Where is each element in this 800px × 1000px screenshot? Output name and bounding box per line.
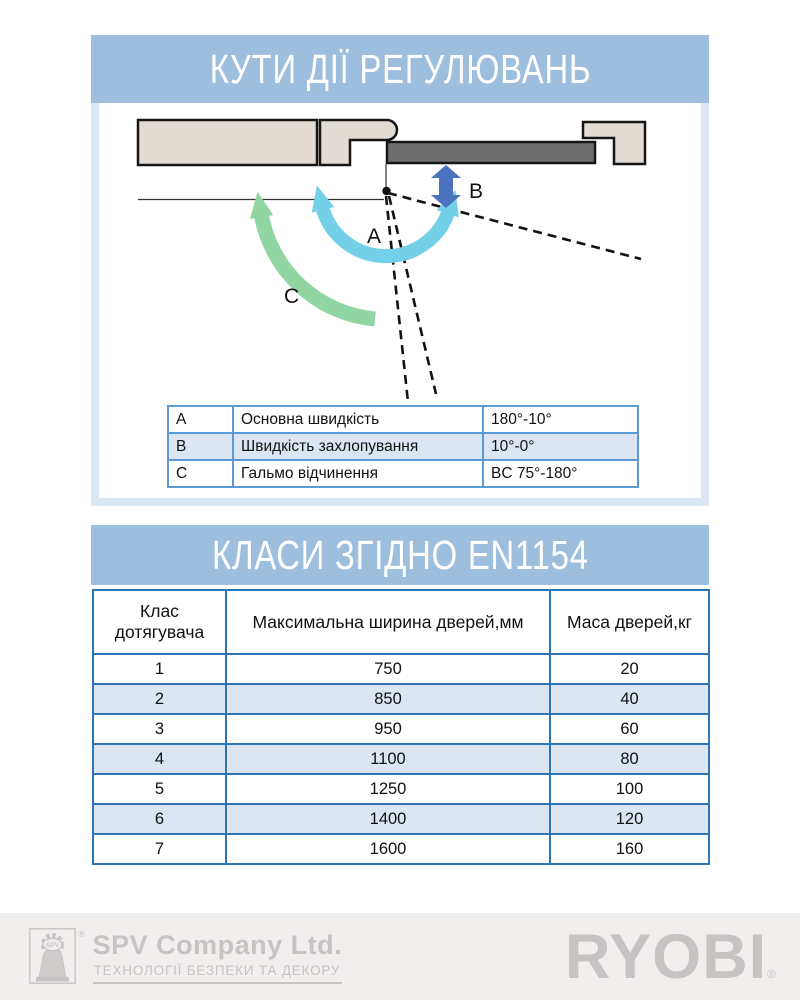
table-row <box>93 654 709 684</box>
adj-key: B <box>168 433 233 460</box>
arrow-a-main-speed <box>322 206 449 256</box>
spv-logo-block <box>29 928 342 984</box>
en1154-classes-table <box>92 589 710 865</box>
section-adjustment-angles <box>91 35 709 506</box>
table-row <box>93 744 709 774</box>
cell-width: 1400 <box>226 804 550 834</box>
wall-left <box>138 120 317 165</box>
door-leaf <box>387 142 595 163</box>
spv-registered-mark: ® <box>78 929 85 939</box>
cell-class: 7 <box>93 834 226 864</box>
cell-width: 1100 <box>226 744 550 774</box>
table-row <box>168 433 638 460</box>
section1-header-band <box>91 35 709 103</box>
spv-logo-icon <box>29 928 76 984</box>
cell-weight: 60 <box>550 714 709 744</box>
door-jamb-hinge <box>320 120 397 165</box>
adj-value: 10°-0° <box>483 433 638 460</box>
spv-icon-text: SPV <box>45 942 60 949</box>
adj-key: C <box>168 460 233 487</box>
spv-tagline: ТЕХНОЛОГІЇ БЕЗПЕКИ ТА ДЕКОРУ <box>93 960 343 984</box>
adj-desc: Гальмо відчинення <box>233 460 483 487</box>
cell-class: 2 <box>93 684 226 714</box>
table-row <box>93 714 709 744</box>
cell-width: 1600 <box>226 834 550 864</box>
cell-weight: 20 <box>550 654 709 684</box>
adj-value: BC 75°-180° <box>483 460 638 487</box>
table-row <box>93 804 709 834</box>
table-row <box>168 460 638 487</box>
dashed-door-position-open2 <box>389 196 436 394</box>
col-header-width: Максимальна ширина дверей,мм <box>226 590 550 654</box>
section1-title: КУТИ ДІЇ РЕГУЛЮВАНЬ <box>209 45 591 92</box>
section2-title: КЛАСИ ЗГІДНО EN1154 <box>211 531 589 578</box>
table-header-row <box>93 590 709 654</box>
spv-company-name: SPV Company Ltd. <box>92 930 343 960</box>
cell-class: 3 <box>93 714 226 744</box>
cell-weight: 160 <box>550 834 709 864</box>
cell-width: 750 <box>226 654 550 684</box>
section-en1154-classes <box>91 525 709 865</box>
cell-width: 950 <box>226 714 550 744</box>
cell-width: 850 <box>226 684 550 714</box>
adj-desc: Основна швидкість <box>233 406 483 433</box>
label-b: B <box>469 180 484 203</box>
adj-value: 180°-10° <box>483 406 638 433</box>
label-a: A <box>367 225 382 248</box>
cell-weight: 80 <box>550 744 709 774</box>
spv-text-block <box>93 930 343 984</box>
table-row <box>93 774 709 804</box>
ryobi-wordmark: RYOBI <box>564 922 768 992</box>
table-row <box>93 684 709 714</box>
cell-width: 1250 <box>226 774 550 804</box>
ryobi-logo <box>564 922 776 1000</box>
cell-class: 5 <box>93 774 226 804</box>
cell-class: 4 <box>93 744 226 774</box>
table-row <box>168 406 638 433</box>
ryobi-registered-mark: ® <box>767 967 776 981</box>
cell-class: 6 <box>93 804 226 834</box>
adj-desc: Швидкість захлопування <box>233 433 483 460</box>
label-c: C <box>284 285 300 308</box>
section2-header-band <box>91 525 709 585</box>
cell-weight: 40 <box>550 684 709 714</box>
adjustment-legend-table <box>167 405 639 488</box>
cell-class: 1 <box>93 654 226 684</box>
arrow-c-opening-brake <box>261 213 375 319</box>
cell-weight: 120 <box>550 804 709 834</box>
arrow-b-latching-speed <box>431 165 461 208</box>
table-row <box>93 834 709 864</box>
col-header-class: Клас дотягувача <box>93 590 226 654</box>
adj-key: A <box>168 406 233 433</box>
cell-weight: 100 <box>550 774 709 804</box>
col-header-weight: Маса дверей,кг <box>550 590 709 654</box>
footer <box>0 913 800 1000</box>
